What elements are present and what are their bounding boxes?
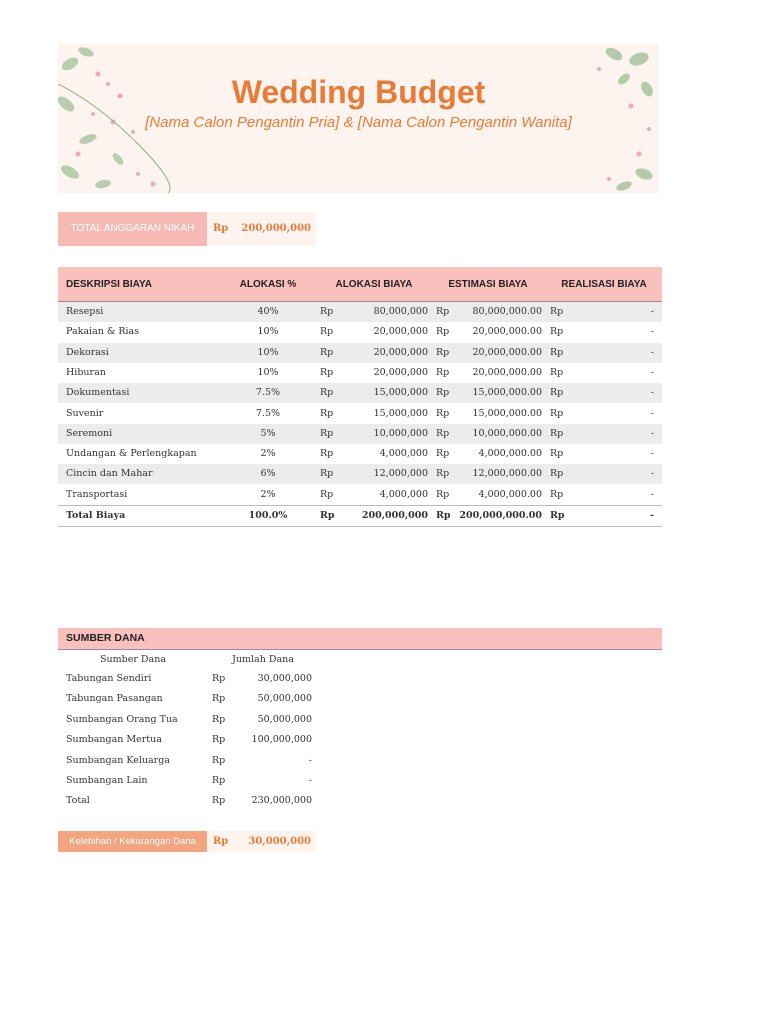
row-allocation: 15,000,000	[373, 387, 428, 399]
currency-label: Rp	[212, 673, 226, 684]
currency-label: Rp	[436, 366, 450, 378]
currency-label: Rp	[212, 713, 226, 725]
row-realization[interactable]: -	[650, 407, 654, 419]
header-allocation-pct: ALOKASI %	[239, 278, 297, 290]
row-allocation-pct: 5%	[260, 427, 276, 439]
row-allocation-pct: 7.5%	[255, 387, 281, 399]
currency-label: Rp	[320, 427, 334, 439]
surplus-label: Kelebihan / Kekurangan Dana	[58, 831, 207, 852]
row-description: Transportasi	[66, 488, 128, 500]
fund-source: Sumbangan Keluarga	[66, 754, 170, 766]
list-item	[58, 771, 318, 791]
header-description: DESKRIPSI BIAYA	[66, 278, 152, 290]
fund-source: Total	[66, 795, 90, 807]
header-banner	[58, 44, 659, 193]
header-allocation: ALOKASI BIAYA	[335, 278, 413, 290]
row-estimate[interactable]: 20,000,000.00	[472, 326, 542, 338]
currency-label: Rp	[436, 407, 450, 419]
couple-names: [Nama Calon Pengantin Pria] & [Nama Calon Pengantin Wanita]	[145, 114, 572, 131]
row-realization[interactable]: -	[650, 468, 654, 480]
list-item	[58, 669, 318, 689]
currency-label: Rp	[550, 510, 565, 521]
fund-amount[interactable]: 30,000,000	[257, 673, 312, 684]
funds-section-title: SUMBER DANA	[66, 632, 145, 644]
currency-label: Rp	[436, 427, 450, 439]
row-estimate[interactable]: 20,000,000.00	[472, 346, 542, 358]
row-realization[interactable]: -	[650, 488, 654, 500]
currency-label: Rp	[320, 387, 334, 399]
table-row	[58, 485, 662, 505]
row-realization[interactable]: -	[650, 326, 654, 338]
currency-label: Rp	[213, 836, 229, 847]
currency-label: Rp	[212, 734, 226, 746]
fund-amount[interactable]: 230,000,000	[251, 795, 312, 807]
currency-label: Rp	[436, 510, 451, 521]
currency-label: Rp	[212, 795, 226, 807]
currency-label: Rp	[436, 468, 450, 480]
currency-label: Rp	[212, 693, 226, 705]
table-row	[58, 464, 662, 484]
funds-column-headers	[58, 650, 318, 670]
row-allocation-pct: 40%	[257, 306, 279, 317]
table-row	[58, 322, 662, 342]
row-allocation: 200,000,000	[361, 510, 428, 521]
fund-amount[interactable]: 50,000,000	[257, 693, 312, 705]
header-estimate: ESTIMASI BIAYA	[448, 278, 528, 290]
currency-label: Rp	[550, 407, 564, 419]
fund-source: Tabungan Sendiri	[66, 673, 152, 684]
fund-source: Tabungan Pasangan	[66, 693, 163, 705]
row-allocation-pct: 6%	[260, 468, 276, 480]
currency-label: Rp	[436, 488, 450, 500]
row-allocation-pct: 100.0%	[248, 510, 288, 521]
currency-label: Rp	[550, 326, 564, 338]
row-description: Suvenir	[66, 407, 104, 419]
row-allocation-pct: 7.5%	[255, 407, 281, 419]
currency-label: Rp	[320, 346, 334, 358]
fund-amount[interactable]: 100,000,000	[251, 734, 312, 746]
row-allocation: 20,000,000	[373, 326, 428, 338]
currency-label: Rp	[550, 427, 564, 439]
row-allocation: 20,000,000	[373, 366, 428, 378]
total-budget-amount: 200,000,000	[241, 223, 311, 234]
currency-label: Rp	[550, 366, 564, 378]
row-allocation: 4,000,000	[379, 448, 428, 460]
row-allocation: 20,000,000	[373, 346, 428, 358]
row-allocation-pct: 10%	[257, 326, 279, 338]
currency-label: Rp	[436, 448, 450, 460]
fund-source: Sumbangan Lain	[66, 775, 148, 786]
currency-label: Rp	[212, 754, 226, 766]
total-row	[58, 505, 662, 527]
row-realization[interactable]: -	[650, 510, 654, 521]
currency-label: Rp	[550, 448, 564, 460]
row-allocation-pct: 10%	[257, 346, 279, 358]
row-description: Hiburan	[66, 366, 106, 378]
row-realization[interactable]: -	[650, 427, 654, 439]
currency-label: Rp	[550, 306, 564, 317]
row-realization[interactable]: -	[650, 306, 654, 317]
fund-source: Sumbangan Mertua	[66, 734, 162, 746]
row-estimate[interactable]: 200,000,000.00	[459, 510, 542, 521]
currency-label: Rp	[320, 306, 334, 317]
table-row	[58, 444, 662, 464]
row-description: Seremoni	[66, 427, 113, 439]
budget-table-header	[58, 267, 662, 302]
header-realization: REALISASI BIAYA	[561, 278, 647, 290]
total-budget-value[interactable]	[207, 212, 316, 246]
row-estimate[interactable]: 12,000,000.00	[472, 468, 542, 480]
row-allocation: 12,000,000	[373, 468, 428, 480]
list-item	[58, 730, 318, 750]
currency-label: Rp	[436, 387, 450, 399]
table-row	[58, 302, 662, 322]
row-allocation-pct: 2%	[260, 448, 276, 460]
list-item	[58, 689, 318, 709]
row-description: Resepsi	[66, 306, 104, 317]
surplus-value[interactable]	[207, 831, 316, 852]
funds-section-header	[58, 628, 662, 650]
row-allocation: 4,000,000	[379, 488, 428, 500]
currency-label: Rp	[550, 346, 564, 358]
currency-label: Rp	[436, 306, 450, 317]
row-allocation-pct: 10%	[257, 366, 279, 378]
surplus-amount: 30,000,000	[248, 836, 311, 847]
currency-label: Rp	[550, 468, 564, 480]
row-realization[interactable]: -	[650, 387, 654, 399]
fund-source: Sumbangan Orang Tua	[66, 713, 178, 725]
row-estimate[interactable]: 4,000,000.00	[478, 448, 542, 460]
row-description: Dokumentasi	[66, 387, 130, 399]
row-estimate[interactable]: 10,000,000.00	[472, 427, 542, 439]
table-row	[58, 424, 662, 444]
currency-label: Rp	[436, 326, 450, 338]
list-item	[58, 791, 318, 811]
row-description: Total Biaya	[66, 510, 126, 521]
list-item	[58, 751, 318, 771]
budget-table	[58, 267, 662, 527]
table-row	[58, 383, 662, 403]
row-estimate[interactable]: 4,000,000.00	[478, 488, 542, 500]
currency-label: Rp	[550, 488, 564, 500]
row-realization[interactable]: -	[650, 366, 654, 378]
table-row	[58, 363, 662, 383]
list-item	[58, 710, 318, 730]
row-allocation-pct: 2%	[260, 488, 276, 500]
currency-label: Rp	[320, 488, 334, 500]
total-budget-label: TOTAL ANGGARAN NIKAH	[58, 212, 207, 246]
row-estimate[interactable]: 80,000,000.00	[472, 306, 542, 317]
row-realization[interactable]: -	[650, 346, 654, 358]
row-allocation: 10,000,000	[373, 427, 428, 439]
page-title: Wedding Budget	[231, 74, 486, 110]
row-estimate[interactable]: 15,000,000.00	[472, 387, 542, 399]
currency-label: Rp	[320, 407, 334, 419]
col-source-header: Sumber Dana	[100, 654, 166, 665]
row-allocation: 15,000,000	[373, 407, 428, 419]
row-estimate[interactable]: 15,000,000.00	[472, 407, 542, 419]
fund-amount[interactable]: -	[308, 754, 312, 766]
row-allocation: 80,000,000	[373, 306, 428, 317]
currency-label: Rp	[212, 775, 226, 786]
row-estimate[interactable]: 20,000,000.00	[472, 366, 542, 378]
currency-label: Rp	[320, 448, 334, 460]
currency-label: Rp	[320, 468, 334, 480]
table-row	[58, 404, 662, 424]
currency-label: Rp	[213, 223, 229, 234]
fund-amount[interactable]: 50,000,000	[257, 713, 312, 725]
row-description: Cincin dan Mahar	[66, 468, 153, 480]
fund-amount[interactable]: -	[308, 775, 312, 786]
row-realization[interactable]: -	[650, 448, 654, 460]
row-description: Pakaian & Rias	[66, 326, 140, 338]
row-description: Dekorasi	[66, 346, 109, 358]
row-description: Undangan & Perlengkapan	[66, 448, 197, 460]
currency-label: Rp	[436, 346, 450, 358]
currency-label: Rp	[320, 510, 335, 521]
currency-label: Rp	[320, 366, 334, 378]
currency-label: Rp	[320, 326, 334, 338]
table-row	[58, 343, 662, 363]
col-amount-header: Jumlah Dana	[232, 654, 294, 665]
currency-label: Rp	[550, 387, 564, 399]
